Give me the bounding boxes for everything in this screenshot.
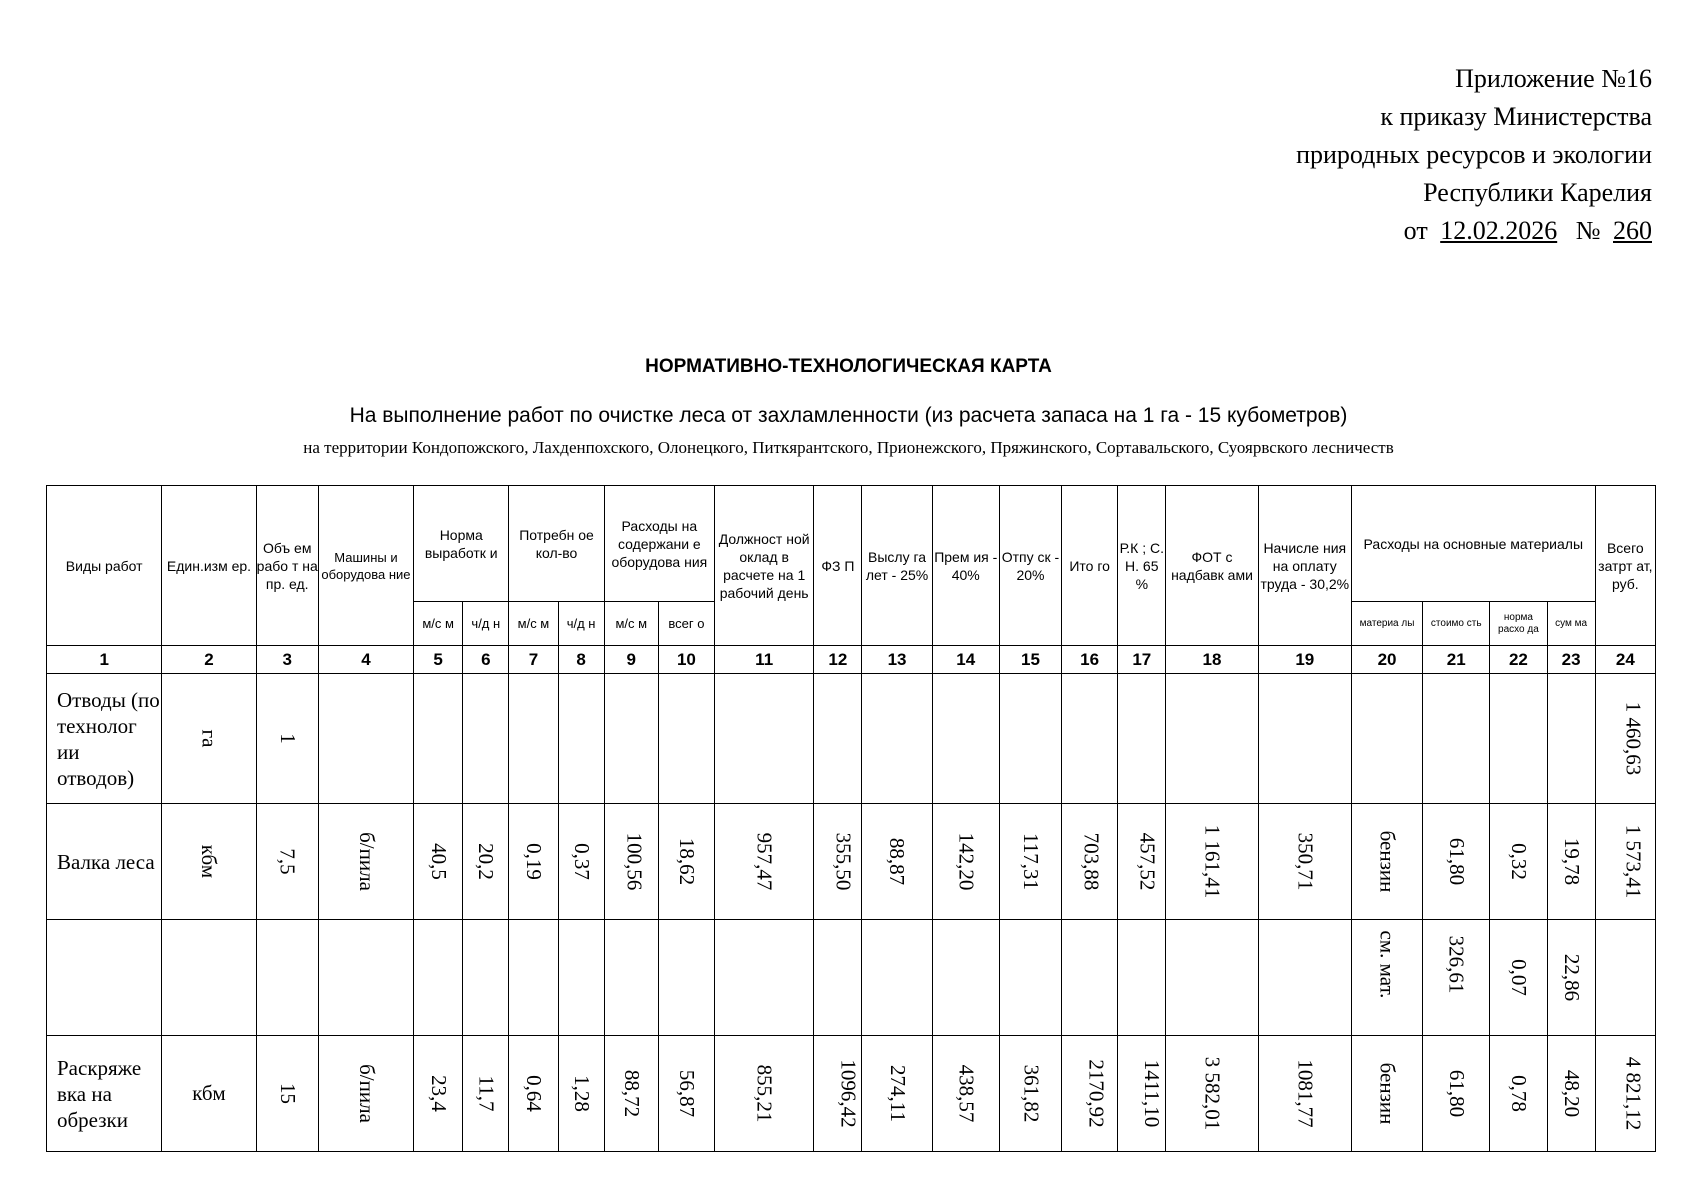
subheader-cost-ms: м/с м bbox=[604, 602, 658, 646]
empty-cell bbox=[1062, 920, 1118, 1036]
column-number: 9 bbox=[604, 646, 658, 674]
header-materials: Расходы на основные материалы bbox=[1351, 486, 1595, 602]
empty-cell bbox=[932, 674, 999, 804]
header-work-types: Виды работ bbox=[47, 486, 162, 646]
cell-value: 274,11 bbox=[885, 1065, 910, 1122]
column-number: 1 bbox=[47, 646, 162, 674]
cell-value: 15 bbox=[275, 1083, 300, 1104]
header-required-qty: Потребн ое кол-во bbox=[509, 486, 604, 602]
table-cell bbox=[999, 804, 1061, 920]
order-date: 12.02.2026 bbox=[1440, 216, 1558, 245]
table-cell bbox=[1547, 920, 1595, 1036]
cell-value: б/пила bbox=[354, 1064, 379, 1123]
empty-cell bbox=[1490, 674, 1547, 804]
cell-value: 61,80 bbox=[1444, 1069, 1469, 1118]
table-row bbox=[47, 674, 1656, 804]
header-equipment-costs: Расходы на содержани е оборудова ния bbox=[604, 486, 714, 602]
column-number: 2 bbox=[162, 646, 256, 674]
empty-cell bbox=[414, 920, 463, 1036]
cell-value: 56,87 bbox=[674, 1069, 699, 1118]
empty-cell bbox=[463, 920, 509, 1036]
column-number: 11 bbox=[715, 646, 814, 674]
cell-value: 457,52 bbox=[1135, 832, 1160, 891]
table-cell bbox=[999, 1036, 1061, 1152]
empty-cell bbox=[999, 920, 1061, 1036]
appendix-block bbox=[1052, 60, 1652, 250]
appendix-line-2: к приказу Министерства bbox=[1380, 102, 1652, 131]
table-cell bbox=[1351, 1036, 1422, 1152]
appendix-line-1: Приложение №16 bbox=[1455, 64, 1652, 93]
unit-value: кбм bbox=[192, 1081, 226, 1105]
territory-line: на территории Кондопожского, Лахденпохского, Олонецкого, Питкярантского, Прионежского, Пряжинского, Сортавальского, Суоярвского лесничеств bbox=[303, 438, 1394, 457]
table-cell bbox=[1118, 1036, 1166, 1152]
table-cell bbox=[814, 804, 862, 920]
column-number: 5 bbox=[414, 646, 463, 674]
cell-value: 23,4 bbox=[426, 1075, 451, 1112]
empty-cell bbox=[1166, 920, 1258, 1036]
cell-value: кбм bbox=[197, 844, 222, 879]
table-cell bbox=[1595, 804, 1655, 920]
table-cell bbox=[1547, 804, 1595, 920]
header-payroll-fund: ФОТ с надбавк ами bbox=[1166, 486, 1258, 646]
table-cell bbox=[1166, 804, 1258, 920]
header-unit: Един.изм ер. bbox=[162, 486, 256, 646]
cell-value: 1,28 bbox=[569, 1075, 594, 1112]
cell-value: 88,87 bbox=[885, 837, 910, 886]
subheader-req-ms: м/с м bbox=[509, 602, 558, 646]
header-fzp: ФЗ П bbox=[814, 486, 862, 646]
empty-cell bbox=[862, 674, 932, 804]
table-cell bbox=[1595, 1036, 1655, 1152]
table-cell bbox=[932, 1036, 999, 1152]
empty-cell bbox=[1547, 674, 1595, 804]
empty-cell bbox=[256, 920, 318, 1036]
cell-value: 3 582,01 bbox=[1200, 1056, 1225, 1131]
empty-cell bbox=[1423, 674, 1490, 804]
empty-cell bbox=[414, 674, 463, 804]
table-row bbox=[47, 920, 1656, 1036]
table-cell bbox=[463, 1036, 509, 1152]
cell-value: 1096,42 bbox=[836, 1059, 861, 1128]
cell-value: 100,56 bbox=[622, 832, 647, 891]
header-volume: Объ ем рабо т на пр. ед. bbox=[256, 486, 318, 646]
technology-card-table bbox=[46, 485, 1656, 1152]
header-row bbox=[47, 486, 1656, 602]
table-cell bbox=[658, 804, 714, 920]
table-cell bbox=[1118, 804, 1166, 920]
cell-value: 957,47 bbox=[752, 832, 777, 891]
header-payroll-charges: Начисле ния на оплату труда - 30,2% bbox=[1258, 486, 1351, 646]
work-type-cell: Валка леса bbox=[47, 804, 162, 920]
cell-value: см. мат. bbox=[1375, 930, 1400, 999]
table-cell bbox=[604, 1036, 658, 1152]
header-machines: Машины и оборудова ние bbox=[318, 486, 413, 646]
column-number: 14 bbox=[932, 646, 999, 674]
cell-value: 40,5 bbox=[426, 843, 451, 880]
empty-cell bbox=[999, 674, 1061, 804]
cell-value: 355,50 bbox=[831, 832, 856, 891]
cell-value: 19,78 bbox=[1559, 837, 1584, 886]
cell-value: 1411,10 bbox=[1140, 1059, 1165, 1128]
empty-cell bbox=[658, 920, 714, 1036]
column-number: 22 bbox=[1490, 646, 1547, 674]
volume-value: 1 bbox=[275, 733, 300, 744]
empty-cell bbox=[1166, 674, 1258, 804]
header-output-norm: Норма выработк и bbox=[414, 486, 509, 602]
column-number: 6 bbox=[463, 646, 509, 674]
table-cell bbox=[1547, 1036, 1595, 1152]
number-sign: № bbox=[1575, 216, 1601, 245]
table-cell bbox=[658, 1036, 714, 1152]
column-number: 10 bbox=[658, 646, 714, 674]
cell-value: 438,57 bbox=[954, 1064, 979, 1123]
table-cell bbox=[862, 1036, 932, 1152]
cell-value: бензин bbox=[1375, 830, 1400, 893]
empty-cell bbox=[558, 920, 604, 1036]
column-number: 3 bbox=[256, 646, 318, 674]
table-cell bbox=[814, 1036, 862, 1152]
volume-cell bbox=[256, 674, 318, 804]
table-row bbox=[47, 1036, 1656, 1152]
column-number: 4 bbox=[318, 646, 413, 674]
empty-cell bbox=[1118, 920, 1166, 1036]
cell-value: 7,5 bbox=[275, 848, 300, 875]
column-number: 17 bbox=[1118, 646, 1166, 674]
table-cell bbox=[558, 1036, 604, 1152]
cell-value: 88,72 bbox=[619, 1069, 644, 1118]
cell-value: 142,20 bbox=[954, 832, 979, 891]
column-number: 12 bbox=[814, 646, 862, 674]
table-cell bbox=[862, 804, 932, 920]
column-number: 16 bbox=[1062, 646, 1118, 674]
empty-cell bbox=[509, 920, 558, 1036]
cell-value: б/пила bbox=[354, 832, 379, 891]
table-cell bbox=[1062, 804, 1118, 920]
table-cell bbox=[1351, 804, 1422, 920]
cell-value: 0,32 bbox=[1506, 843, 1531, 880]
work-type-cell: Раскряже вка на обрезки bbox=[47, 1036, 162, 1152]
column-number: 23 bbox=[1547, 646, 1595, 674]
empty-cell bbox=[162, 920, 256, 1036]
empty-cell bbox=[814, 674, 862, 804]
cell-value: 4 821,12 bbox=[1620, 1056, 1645, 1131]
cell-value: 855,21 bbox=[752, 1064, 777, 1123]
column-number: 7 bbox=[509, 646, 558, 674]
empty-cell bbox=[715, 674, 814, 804]
column-numbers-row bbox=[47, 646, 1656, 674]
table-cell bbox=[162, 804, 256, 920]
table-cell bbox=[414, 1036, 463, 1152]
empty-cell bbox=[318, 920, 413, 1036]
empty-cell bbox=[658, 674, 714, 804]
material-cell bbox=[1351, 920, 1422, 1036]
cell-value: 0,07 bbox=[1506, 959, 1531, 996]
cell-value: 0,78 bbox=[1506, 1075, 1531, 1112]
table-cell bbox=[1062, 1036, 1118, 1152]
header-salary: Должност ной оклад в расчете на 1 рабочий день bbox=[715, 486, 814, 646]
table-cell bbox=[715, 804, 814, 920]
column-number: 13 bbox=[862, 646, 932, 674]
empty-cell bbox=[47, 920, 162, 1036]
cell-value: 0,37 bbox=[569, 843, 594, 880]
column-number: 8 bbox=[558, 646, 604, 674]
cell-value: 117,31 bbox=[1018, 833, 1043, 890]
cell-value: 61,80 bbox=[1444, 837, 1469, 886]
subheader-consumption-norm: норма расхо да bbox=[1490, 602, 1547, 646]
empty-cell bbox=[558, 674, 604, 804]
cell-value: 18,62 bbox=[674, 837, 699, 886]
cell-value: 0,19 bbox=[521, 843, 546, 880]
empty-cell bbox=[932, 920, 999, 1036]
subheader-norm-chd: ч/д н bbox=[463, 602, 509, 646]
column-number: 15 bbox=[999, 646, 1061, 674]
appendix-line-4: Республики Карелия bbox=[1423, 178, 1652, 207]
cell-value: 1081,77 bbox=[1293, 1059, 1318, 1128]
header-regional-coef: Р.К ; С. Н. 65 % bbox=[1118, 486, 1166, 646]
empty-cell bbox=[1258, 674, 1351, 804]
table-cell bbox=[256, 1036, 318, 1152]
header-grand-total: Всего затрт ат, руб. bbox=[1595, 486, 1655, 646]
empty-cell bbox=[463, 674, 509, 804]
total-value: 1 460,63 bbox=[1620, 701, 1645, 776]
column-number: 18 bbox=[1166, 646, 1258, 674]
subheader-price: стоимо сть bbox=[1423, 602, 1490, 646]
empty-cell bbox=[1595, 920, 1655, 1036]
cell-value: 48,20 bbox=[1559, 1069, 1584, 1118]
cell-value: 2170,92 bbox=[1084, 1059, 1109, 1128]
table-cell bbox=[1166, 1036, 1258, 1152]
column-number: 19 bbox=[1258, 646, 1351, 674]
table-cell bbox=[509, 804, 558, 920]
empty-cell bbox=[862, 920, 932, 1036]
table-cell bbox=[1258, 1036, 1351, 1152]
cell-value: 703,88 bbox=[1079, 832, 1104, 891]
table-cell bbox=[1490, 920, 1547, 1036]
column-number: 20 bbox=[1351, 646, 1422, 674]
total-cell bbox=[1595, 674, 1655, 804]
subheader-norm-ms: м/с м bbox=[414, 602, 463, 646]
empty-cell bbox=[1258, 920, 1351, 1036]
appendix-date-line bbox=[1052, 212, 1652, 250]
table-cell bbox=[414, 804, 463, 920]
header-bonus: Прем ия - 40% bbox=[932, 486, 999, 646]
table-cell bbox=[509, 1036, 558, 1152]
table-cell bbox=[932, 804, 999, 920]
cell-value: 11,7 bbox=[474, 1075, 499, 1112]
header-total: Ито го bbox=[1062, 486, 1118, 646]
work-type-cell: Отводы (по технолог ии отводов) bbox=[47, 674, 162, 804]
table-cell bbox=[463, 804, 509, 920]
cell-value: 326,61 bbox=[1444, 935, 1469, 994]
subheader-cost-total: всег о bbox=[658, 602, 714, 646]
table-cell bbox=[318, 1036, 413, 1152]
cell-value: 1 573,41 bbox=[1620, 824, 1645, 899]
table-cell bbox=[1490, 1036, 1547, 1152]
cell-value: 1 161,41 bbox=[1200, 824, 1225, 899]
cell-value: бензин bbox=[1375, 1062, 1400, 1125]
empty-cell bbox=[509, 674, 558, 804]
cell-value: 361,82 bbox=[1018, 1064, 1043, 1123]
table-cell bbox=[1423, 804, 1490, 920]
empty-cell bbox=[1118, 674, 1166, 804]
order-number: 260 bbox=[1613, 216, 1652, 245]
subheader-material: материа лы bbox=[1351, 602, 1422, 646]
table-cell bbox=[1490, 804, 1547, 920]
table-cell bbox=[318, 804, 413, 920]
subheader-sum: сум ма bbox=[1547, 602, 1595, 646]
unit-cell bbox=[162, 674, 256, 804]
cell-value: 20,2 bbox=[474, 843, 499, 880]
unit-cell bbox=[162, 1036, 256, 1152]
cell-value: 350,71 bbox=[1293, 832, 1318, 891]
cell-value: 0,64 bbox=[521, 1075, 546, 1112]
table-cell bbox=[1423, 1036, 1490, 1152]
empty-cell bbox=[604, 674, 658, 804]
table-cell bbox=[1258, 804, 1351, 920]
column-number: 24 bbox=[1595, 646, 1655, 674]
document-title: НОРМАТИВНО-ТЕХНОЛОГИЧЕСКАЯ КАРТА bbox=[645, 356, 1052, 377]
table-cell bbox=[715, 1036, 814, 1152]
empty-cell bbox=[715, 920, 814, 1036]
empty-cell bbox=[318, 674, 413, 804]
table-row bbox=[47, 804, 1656, 920]
empty-cell bbox=[1351, 674, 1422, 804]
cell-value: 22,86 bbox=[1559, 953, 1584, 1002]
unit-value: га bbox=[197, 729, 222, 748]
table-cell bbox=[604, 804, 658, 920]
header-vacation: Отпу ск - 20% bbox=[999, 486, 1061, 646]
header-seniority: Выслу га лет - 25% bbox=[862, 486, 932, 646]
empty-cell bbox=[604, 920, 658, 1036]
column-number: 21 bbox=[1423, 646, 1490, 674]
subheader-req-chd: ч/д н bbox=[558, 602, 604, 646]
empty-cell bbox=[814, 920, 862, 1036]
appendix-line-3: природных ресурсов и экологии bbox=[1296, 140, 1652, 169]
document-subtitle: На выполнение работ по очистке леса от захламленности (из расчета запаса на 1 га - 15 кубометров) bbox=[349, 404, 1348, 427]
table-cell bbox=[1423, 920, 1490, 1036]
table-cell bbox=[256, 804, 318, 920]
empty-cell bbox=[1062, 674, 1118, 804]
table-cell bbox=[558, 804, 604, 920]
date-prefix: от bbox=[1403, 216, 1428, 245]
